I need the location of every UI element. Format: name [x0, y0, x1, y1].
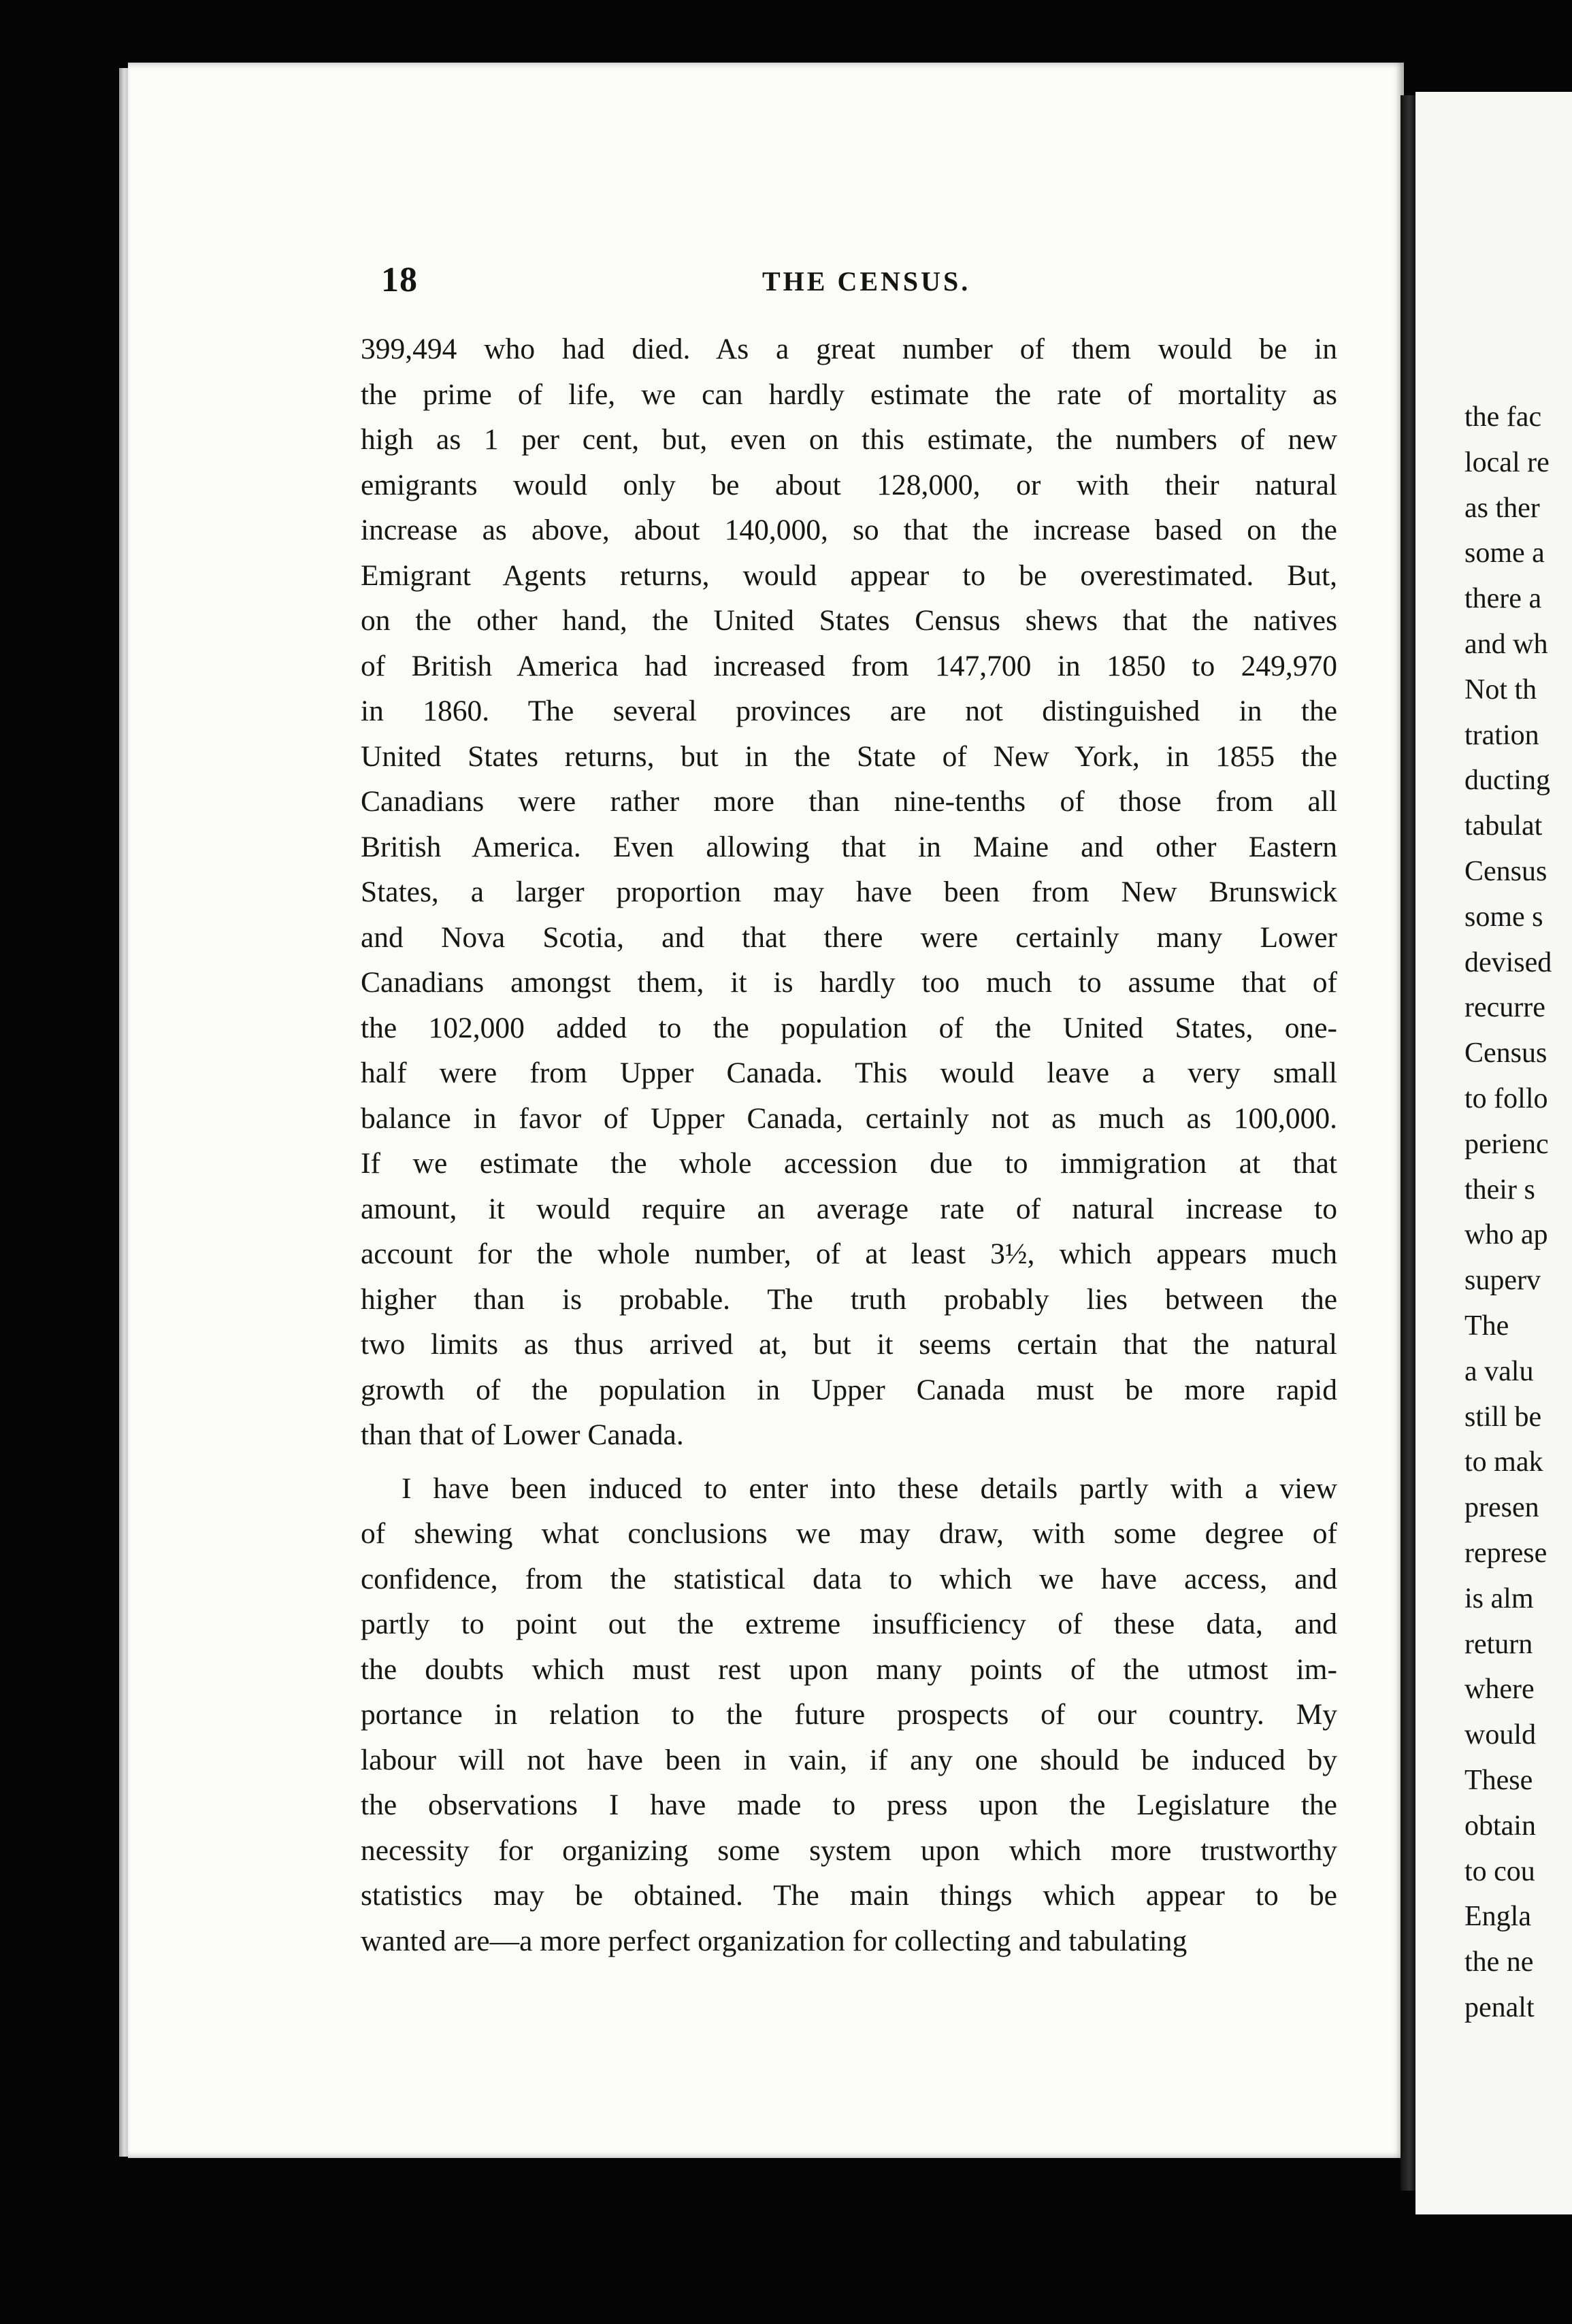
paragraph-1	[361, 327, 1337, 1458]
text-line: States, a larger proportion may have been from New Brunswick	[361, 876, 1337, 908]
facing-page-line: their s	[1464, 1174, 1535, 1206]
facing-page-line: to follo	[1464, 1082, 1548, 1114]
facing-page-line: the ne	[1464, 1946, 1534, 1978]
page-title: THE CENSUS.	[762, 266, 971, 297]
text-line: statistics may be obtained. The main things which appear to be	[361, 1879, 1337, 1912]
text-line: growth of the population in Upper Canada must be more rapid	[361, 1373, 1337, 1406]
text-line: balance in favor of Upper Canada, certainly not as much as 100,000.	[361, 1101, 1337, 1135]
text-line: on the other hand, the United States Census shews that the natives	[361, 604, 1337, 637]
facing-page-line: local re	[1464, 446, 1550, 478]
facing-page-text	[1464, 395, 1572, 2031]
text-line: high as 1 per cent, but, even on this estimate, the numbers of new	[361, 423, 1337, 456]
facing-page-line: superv	[1464, 1265, 1541, 1297]
facing-page-line: there a	[1464, 583, 1542, 615]
facing-page-line: the fac	[1464, 401, 1542, 433]
facing-page-line: a valu	[1464, 1355, 1534, 1387]
text-line: wanted are—a more perfect organization for collecting and tabulating	[361, 1924, 1188, 1957]
facing-page-line: to mak	[1464, 1446, 1543, 1478]
text-line: If we estimate the whole accession due to immigration at that	[361, 1147, 1337, 1180]
facing-page-line: as ther	[1464, 492, 1540, 524]
facing-page-line: presen	[1464, 1492, 1539, 1524]
facing-page-line: is alm	[1464, 1582, 1534, 1614]
text-line: Emigrant Agents returns, would appear to be overestimated. But,	[361, 559, 1337, 592]
text-line: two limits as thus arrived at, but it seems certain that the natural	[361, 1328, 1337, 1361]
text-line: British America. Even allowing that in Maine and other Eastern	[361, 830, 1337, 863]
facing-page-line: Engla	[1464, 1901, 1531, 1933]
facing-page-line: Census	[1464, 1038, 1548, 1069]
text-line: Canadians amongst them, it is hardly too much to assume that of	[361, 966, 1337, 999]
text-line: Canadians were rather more than nine-tenths of those from all	[361, 785, 1337, 818]
facing-page-line: return	[1464, 1628, 1533, 1660]
facing-page-line: recurre	[1464, 992, 1545, 1024]
facing-page-line: tabulat	[1464, 810, 1543, 842]
text-line: of British America had increased from 147,700 in 1850 to 249,970	[361, 649, 1337, 682]
text-line: higher than is probable. The truth probably lies between the	[361, 1282, 1337, 1316]
text-line: than that of Lower Canada.	[361, 1418, 684, 1451]
text-line: half were from Upper Canada. This would leave a very small	[361, 1057, 1337, 1089]
facing-page-line: tration	[1464, 719, 1539, 751]
facing-page-line: to cou	[1464, 1855, 1535, 1887]
facing-page-line: where	[1464, 1674, 1535, 1706]
text-line: necessity for organizing some system upon which more trustworthy	[361, 1833, 1337, 1867]
facing-page-line: still be	[1464, 1401, 1542, 1433]
text-line: of shewing what conclusions we may draw, with some degree of	[361, 1517, 1337, 1550]
facing-page-line: perienc	[1464, 1128, 1549, 1160]
running-head	[381, 260, 1334, 314]
facing-page-line: and wh	[1464, 628, 1548, 660]
facing-page-line: some s	[1464, 901, 1543, 933]
text-line: United States returns, but in the State of New York, in 1855 the	[361, 740, 1337, 773]
text-line: amount, it would require an average rate of natural increase to	[361, 1192, 1337, 1225]
text-line: the prime of life, we can hardly estimate the rate of mortality as	[361, 378, 1337, 411]
facing-page-line: penalt	[1464, 1991, 1535, 2023]
text-line: labour will not have been in vain, if any one should be induced by	[361, 1743, 1337, 1776]
text-line: the observations I have made to press upon the Legislature the	[361, 1789, 1337, 1821]
text-line: 399,494 who had died. As a great number of them would be in	[361, 333, 1337, 365]
text-line: portance in relation to the future prospects of our country. My	[361, 1698, 1337, 1731]
text-line: and Nova Scotia, and that there were certainly many Lower	[361, 920, 1337, 954]
facing-page-line: Census	[1464, 855, 1548, 887]
facing-page-line: would	[1464, 1719, 1536, 1751]
facing-page-line: who ap	[1464, 1219, 1548, 1251]
facing-page-line: some a	[1464, 537, 1545, 569]
text-line: partly to point out the extreme insufficiency of these data, and	[361, 1608, 1337, 1640]
text-line: the doubts which must rest upon many points of the utmost im-	[361, 1653, 1337, 1686]
body-text	[361, 327, 1337, 1963]
book-gutter	[1401, 95, 1415, 2191]
facing-page-line: Not th	[1464, 674, 1537, 706]
facing-page-line: represe	[1464, 1537, 1548, 1569]
facing-page-line: These	[1464, 1764, 1533, 1796]
text-line: emigrants would only be about 128,000, or with their natural	[361, 468, 1337, 501]
text-line: increase as above, about 140,000, so that the increase based on the	[361, 514, 1337, 546]
paragraph-2	[361, 1466, 1337, 1964]
text-line: account for the whole number, of at least 3½, which appears much	[361, 1238, 1337, 1270]
facing-page-line: obtain	[1464, 1810, 1536, 1842]
text-line: the 102,000 added to the population of the United States, one-	[361, 1011, 1337, 1044]
text-line: confidence, from the statistical data to which we have access, and	[361, 1562, 1337, 1595]
facing-page-line: devised	[1464, 946, 1552, 978]
text-line: in 1860. The several provinces are not distinguished in the	[361, 695, 1337, 727]
facing-page-line: ducting	[1464, 765, 1550, 797]
page-number: 18	[381, 261, 418, 299]
text-line: I have been induced to enter into these details partly with a view	[402, 1472, 1337, 1505]
facing-page-line: The	[1464, 1310, 1509, 1342]
